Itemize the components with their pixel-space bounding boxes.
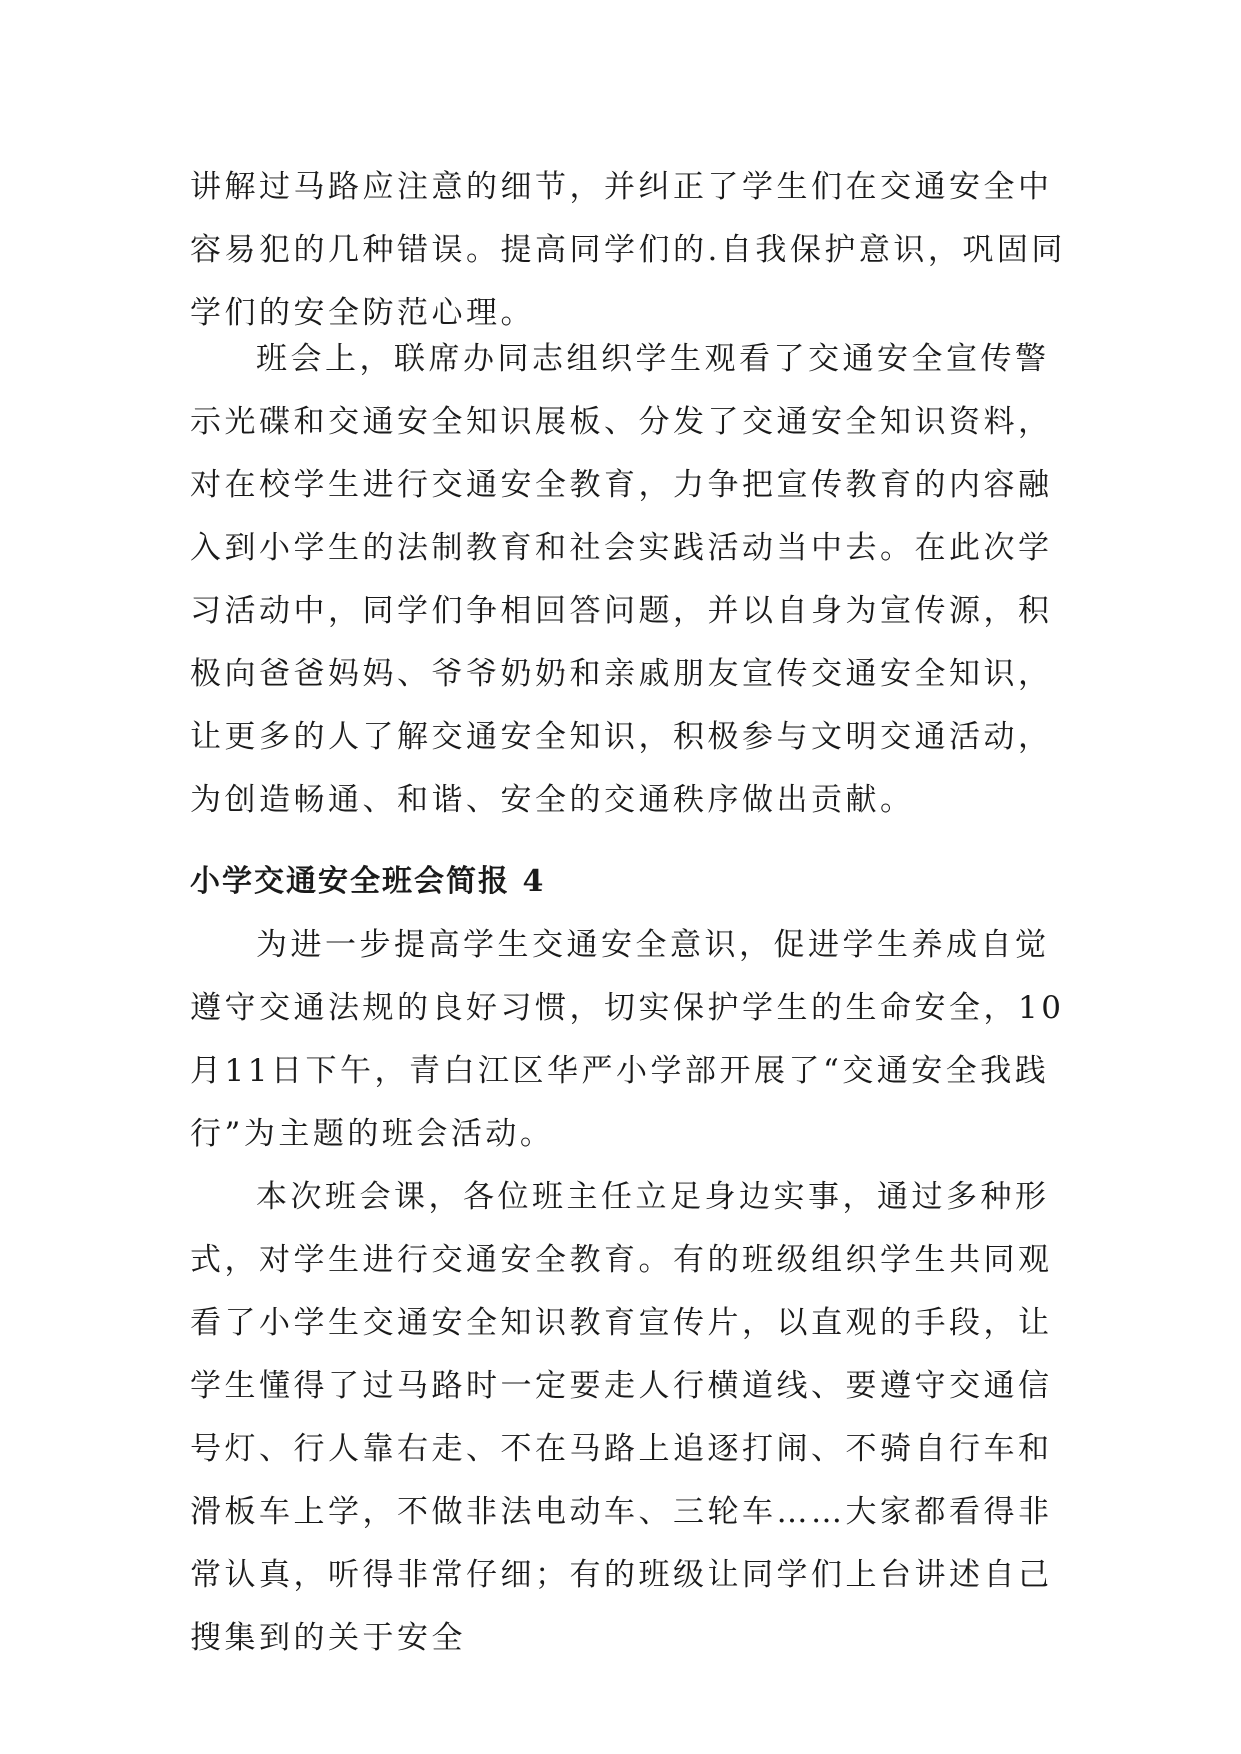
paragraph-class-meeting: 班会上，联席办同志组织学生观看了交通安全宣传警示光碟和交通安全知识展板、分发了交通安全知识资料，对在校学生进行交通安全教育，力争把宣传教育的内容融入到小学生的法制教育和社会实践活动当中去。在此次学习活动中，同学们争相回答问题，并以自身为宣传源，积极向爸爸妈妈、爷爷奶奶和亲戚朋友宣传交通安全知识，让更多的人了解交通安全知识，积极参与文明交通活动，为创造畅通、和谐、安全的交通秩序做出贡献。 — [190, 341, 1053, 818]
section-title: 小学交通安全班会简报 4 — [190, 864, 546, 899]
paragraph-details: 本次班会课，各位班主任立足身边实事，通过多种形式，对学生进行交通安全教育。有的班级组织学生共同观看了小学生交通安全知识教育宣传片，以直观的手段，让学生懂得了过马路时一定要走人行横道线、要遵守交通信号灯、行人靠右走、不在马路上追逐打闹、不骑自行车和滑板车上学，不做非法电动车、三轮车……大家都看得非常认真，听得非常仔细；有的班级让同学们上台讲述自己搜集到的关于安全 — [190, 1179, 1053, 1656]
paragraph-continued: 讲解过马路应注意的细节，并纠正了学生们在交通安全中容易犯的几种错误。提高同学们的.自我保护意识，巩固同学们的安全防范心理。 — [190, 169, 1066, 331]
paragraph-intro: 为进一步提高学生交通安全意识，促进学生养成自觉遵守交通法规的良好习惯，切实保护学生的生命安全，10月11日下午，青白江区华严小学部开展了“交通安全我践行”为主题的班会活动。 — [190, 927, 1065, 1152]
